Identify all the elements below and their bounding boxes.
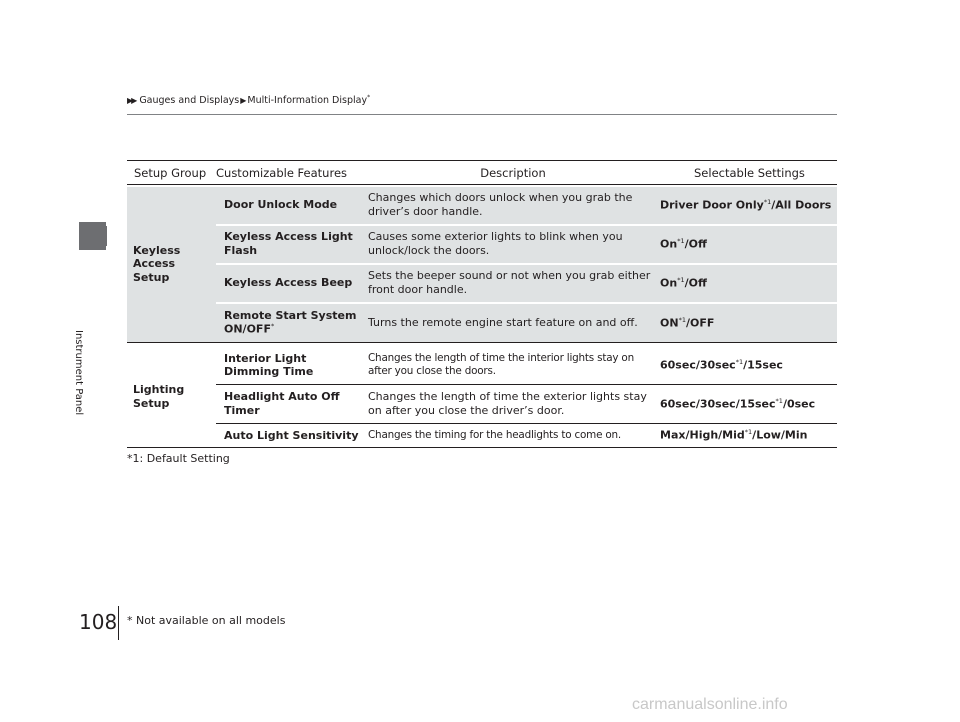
- not-all-models-marker: *: [270, 322, 275, 331]
- header-selectable-settings: Selectable Settings: [660, 161, 837, 185]
- header-setup-group: Setup Group: [127, 161, 216, 185]
- feature-description: Sets the beeper sound or not when you grab either front door handle.: [366, 264, 660, 303]
- customization-table: [127, 160, 837, 448]
- table-row: [127, 347, 837, 385]
- breadcrumb-separator-icon: ▶: [240, 96, 247, 106]
- breadcrumb-section-link[interactable]: Gauges and Displays: [139, 95, 240, 107]
- table-row: [127, 424, 837, 448]
- header-customizable-features: Customizable Features: [216, 161, 366, 185]
- table-row: [127, 225, 837, 264]
- selectable-settings: On$^{*1}$/Off: [660, 225, 837, 264]
- selectable-settings: On$^{*1}$/Off: [660, 264, 837, 303]
- selectable-settings: Driver Door Only$^{*1}$/All Doors: [660, 187, 837, 225]
- feature-name: Keyless Access Beep: [216, 264, 366, 303]
- lighting-setup-group: [127, 343, 837, 448]
- keyless-access-setup-group: [127, 185, 837, 343]
- section-tab-line: [106, 226, 107, 246]
- breadcrumb-asterisk: *: [367, 94, 371, 101]
- feature-description: Changes the timing for the headlights to come on.: [366, 424, 660, 448]
- table-row: [127, 303, 837, 343]
- breadcrumb-arrow-icon: ▶▶: [127, 96, 136, 106]
- breadcrumb-page-link[interactable]: Multi-Information Display: [247, 95, 368, 107]
- feature-name: Headlight Auto Off Timer: [216, 385, 366, 424]
- selectable-settings: ON$^{*1}$/OFF: [660, 303, 837, 343]
- table-row: [127, 187, 837, 225]
- header-rule: [127, 114, 837, 115]
- feature-name: Door Unlock Mode: [216, 187, 366, 225]
- feature-name: Remote Start System ON/OFF*: [216, 303, 366, 343]
- selectable-settings: $60\sec/30\sec^{*1}/15\sec$: [660, 347, 837, 385]
- table-row: [127, 385, 837, 424]
- feature-description: Turns the remote engine start feature on and off.: [366, 303, 660, 343]
- page-number: 108: [79, 610, 118, 634]
- breadcrumb: [127, 94, 370, 106]
- feature-name: Interior Light Dimming Time: [216, 347, 366, 385]
- feature-description: Changes the length of time the exterior lights stay on after you close the driver’s door.: [366, 385, 660, 424]
- header-description: Description: [366, 161, 660, 185]
- feature-description: Changes the length of time the interior lights stay on after you close the doors.: [366, 347, 660, 385]
- feature-name: Keyless Access Light Flash: [216, 225, 366, 264]
- feature-description: Causes some exterior lights to blink when you unlock/lock the doors.: [366, 225, 660, 264]
- setup-group-keyless-access: Keyless Access Setup: [127, 187, 216, 343]
- selectable-settings: $60\sec/30\sec/15\sec^{*1}/0\sec$: [660, 385, 837, 424]
- setup-group-lighting: Lighting Setup: [127, 347, 216, 448]
- watermark-logo: carmanualsonline.info: [632, 696, 788, 713]
- table-header-row: [127, 161, 837, 185]
- table-row: [127, 264, 837, 303]
- feature-name: Auto Light Sensitivity: [216, 424, 366, 448]
- default-setting-footnote: *1: Default Setting: [127, 452, 230, 465]
- availability-footnote: * Not available on all models: [127, 614, 286, 627]
- feature-description: Changes which doors unlock when you grab the driver’s door handle.: [366, 187, 660, 225]
- footer-divider: [118, 606, 119, 640]
- selectable-settings: Max/High/Mid$^{*1}$/Low/Min: [660, 424, 837, 448]
- section-tab-marker: [79, 222, 106, 250]
